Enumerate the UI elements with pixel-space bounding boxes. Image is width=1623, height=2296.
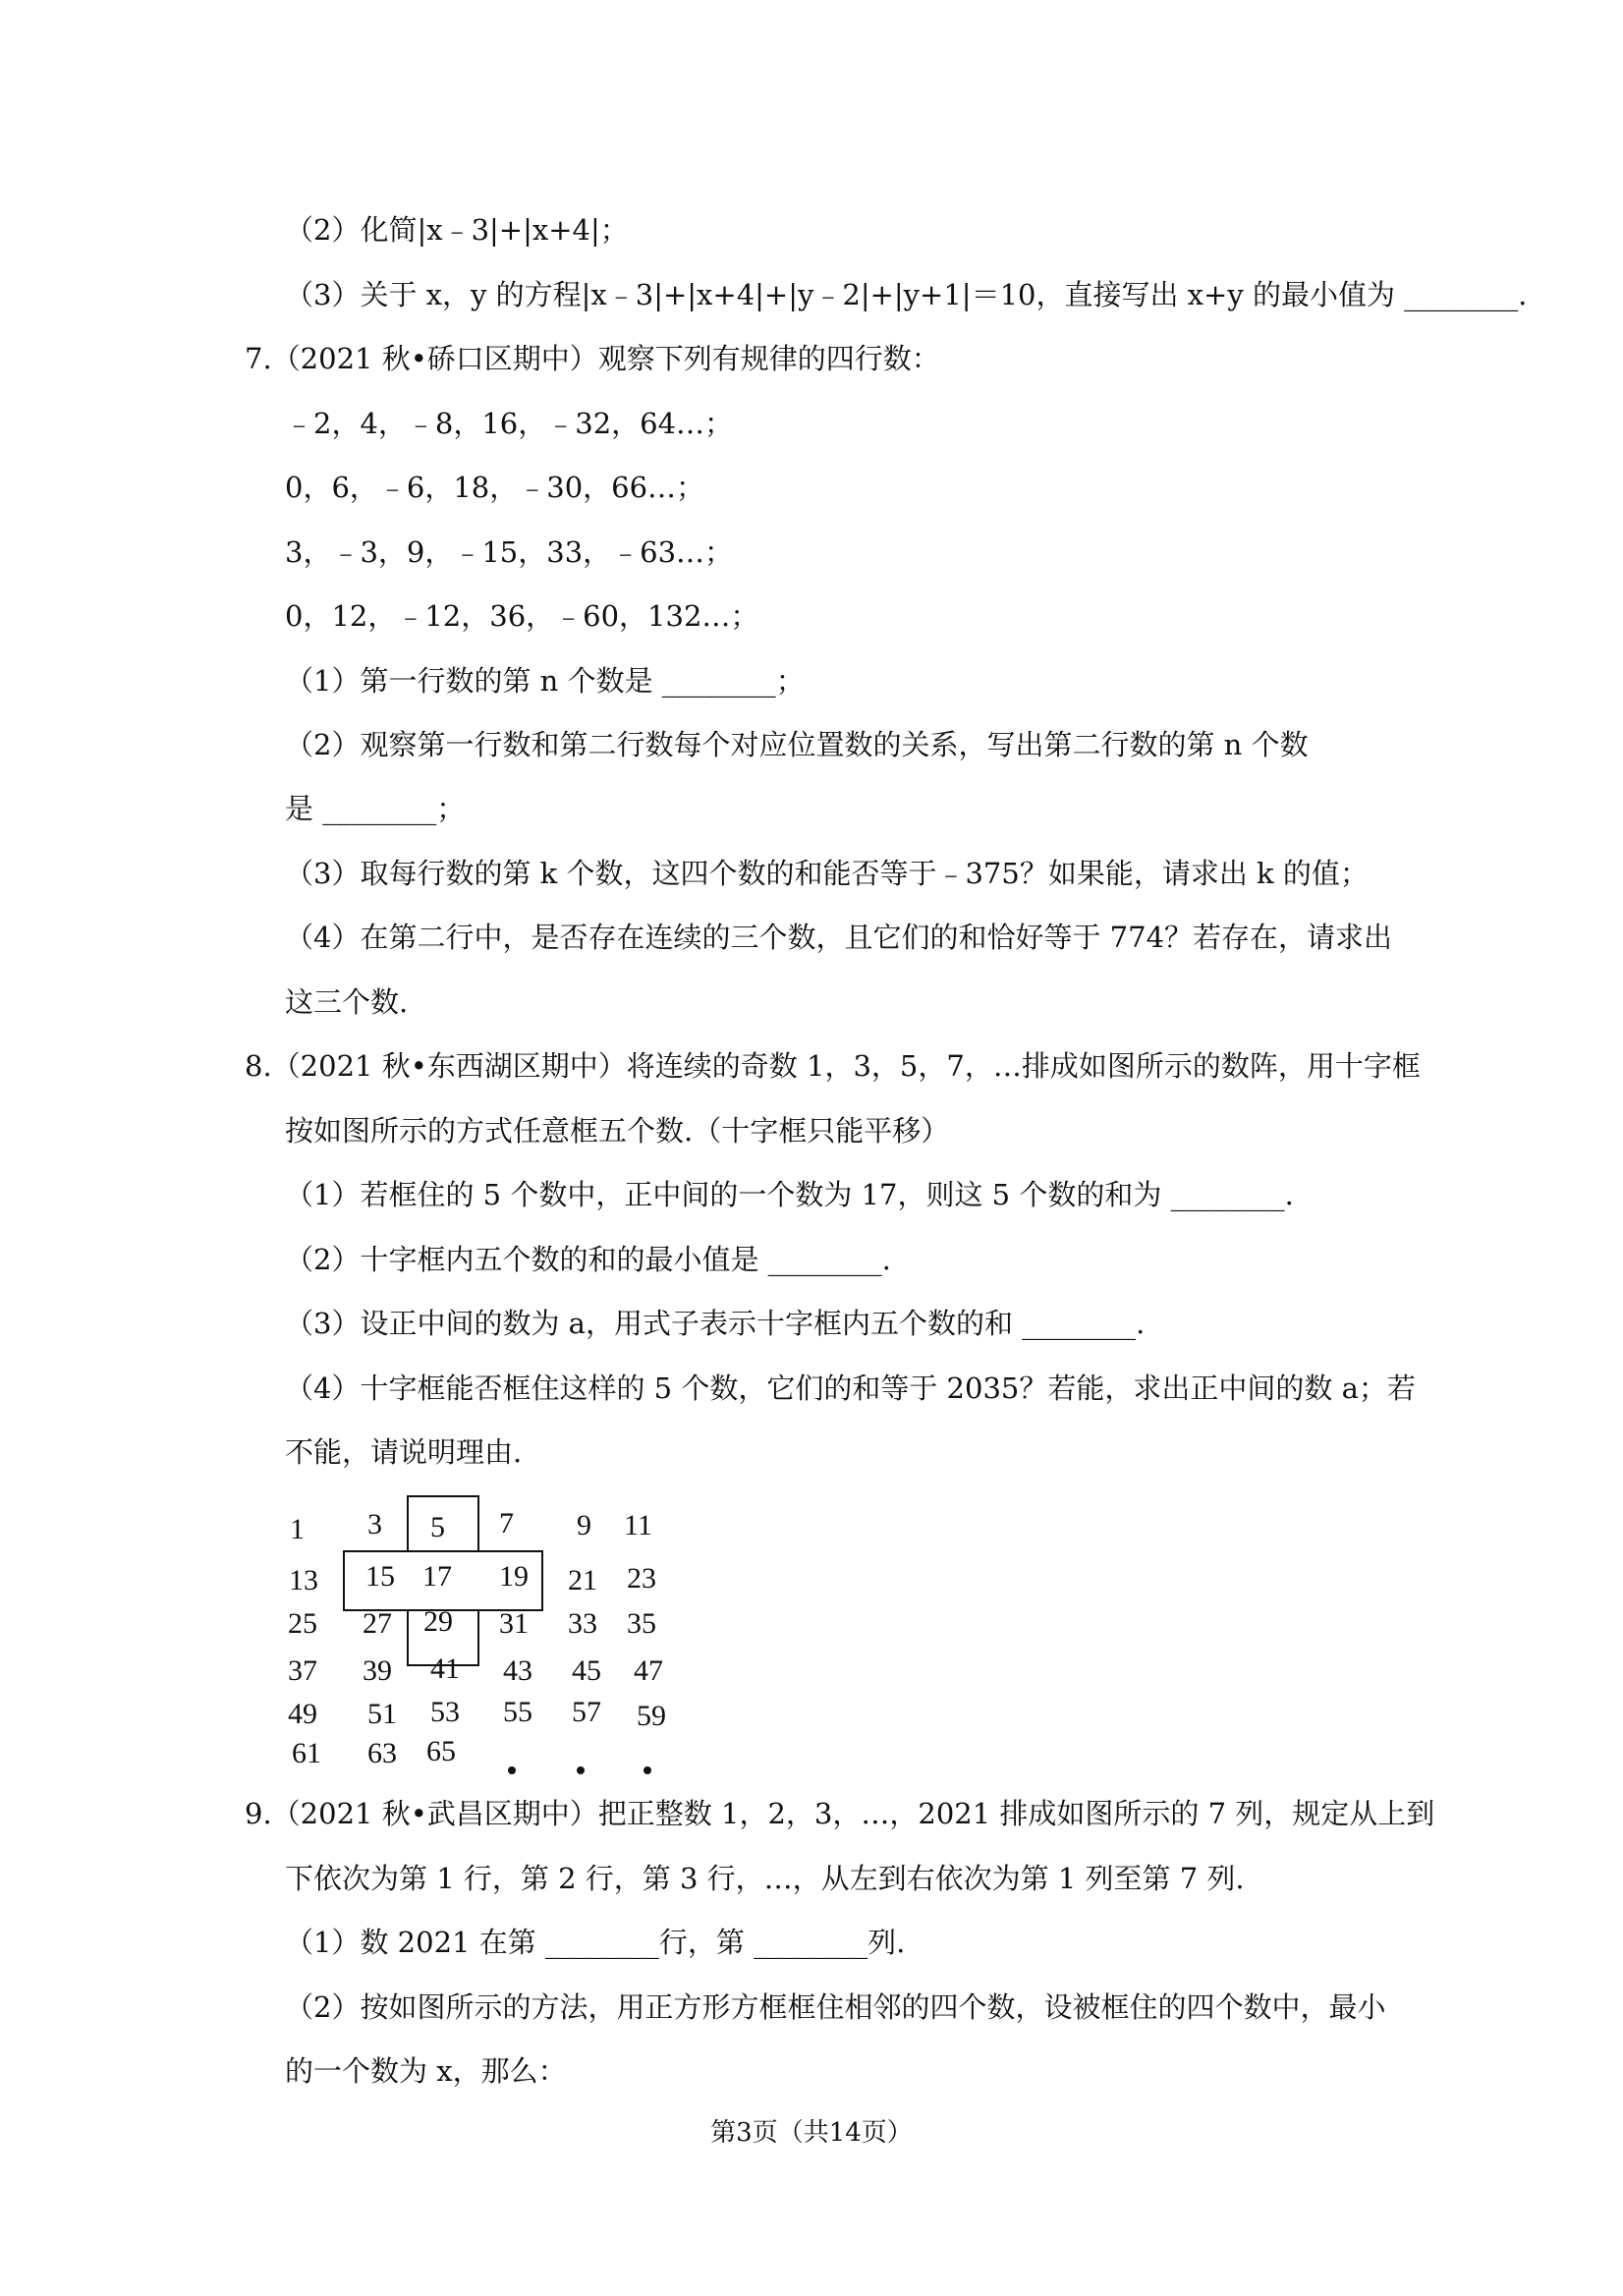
text-line: 下依次为第 1 行，第 2 行，第 3 行，…，从左到右依次为第 1 列至第 7 列.: [285, 1862, 1245, 1895]
array-number: 5: [430, 1511, 445, 1543]
text-line: 是 ________；: [285, 792, 466, 825]
array-number: 25: [288, 1607, 317, 1640]
array-number: 39: [363, 1654, 392, 1687]
text-line: （4）在第二行中，是否存在连续的三个数，且它们的和恰好等于 774？若存在，请求出: [285, 921, 1393, 954]
array-number: 51: [367, 1698, 397, 1730]
text-line: （3）取每行数的第 k 个数，这四个数的和能否等于﹣375？如果能，请求出 k 的值；: [285, 857, 1369, 890]
array-number: 31: [499, 1607, 529, 1640]
array-number: 11: [624, 1509, 652, 1541]
array-number: 55: [503, 1696, 532, 1728]
sequence-row-4: 0，12，﹣12，36，﹣60，132…；: [285, 599, 759, 633]
ellipsis-dot: [508, 1766, 516, 1774]
array-number: 27: [363, 1607, 392, 1640]
array-number: 61: [292, 1737, 321, 1769]
array-number: 23: [627, 1562, 656, 1595]
array-number: 57: [572, 1696, 601, 1728]
text-line: （2）观察第一行数和第二行数每个对应位置数的关系，写出第二行数的第 n 个数: [285, 728, 1309, 761]
array-number: 9: [577, 1509, 591, 1541]
odd-number-array: [285, 1493, 698, 1778]
text-line: 这三个数.: [285, 985, 409, 1019]
array-number: 1: [290, 1513, 305, 1545]
array-number: 13: [289, 1564, 318, 1596]
text-line: （3）设正中间的数为 a，用式子表示十字框内五个数的和 ________.: [285, 1307, 1146, 1340]
array-number: 29: [423, 1605, 453, 1638]
ellipsis-dot: [577, 1766, 585, 1774]
array-number: 47: [634, 1654, 663, 1687]
sequence-row-1: ﹣2，4，﹣8，16，﹣32，64…；: [285, 407, 734, 440]
array-number: 63: [367, 1737, 397, 1769]
question-7-heading: 7.（2021 秋•硚口区期中）观察下列有规律的四行数：: [245, 342, 940, 375]
text-line: （2）化简|x﹣3|+|x+4|；: [285, 213, 629, 247]
array-number: 59: [637, 1700, 666, 1732]
text-line: 的一个数为 x，那么：: [285, 2054, 567, 2088]
array-number: 37: [288, 1654, 317, 1687]
text-line: （2）十字框内五个数的和的最小值是 ________.: [285, 1243, 891, 1276]
array-number: 35: [627, 1607, 656, 1640]
page-footer: 第3页（共14页）: [710, 2118, 913, 2148]
array-number: 17: [422, 1560, 452, 1593]
array-number: 19: [499, 1560, 529, 1593]
array-number: 41: [430, 1652, 460, 1685]
ellipsis-dot: [644, 1766, 651, 1774]
text-line: （1）第一行数的第 n 个数是 ________；: [285, 664, 805, 698]
array-number: 45: [572, 1654, 601, 1687]
text-line: （1）若框住的 5 个数中，正中间的一个数为 17，则这 5 个数的和为 ________.: [285, 1178, 1294, 1211]
text-line: （3）关于 x，y 的方程|x﹣3|+|x+4|+|y﹣2|+|y+1|＝10，直接写出 x+y 的最小值为 ________.: [285, 278, 1528, 311]
array-number: 53: [430, 1696, 460, 1728]
sequence-row-2: 0，6，﹣6，18，﹣30，66…；: [285, 471, 705, 504]
text-line: （4）十字框能否框住这样的 5 个数，它们的和等于 2035？若能，求出正中间的数 a；若: [285, 1372, 1416, 1405]
question-8-heading: 8.（2021 秋•东西湖区期中）将连续的奇数 1，3，5，7，…排成如图所示的数阵，用十字框: [245, 1049, 1421, 1083]
array-number: 65: [426, 1735, 456, 1767]
text-line: （2）按如图所示的方法，用正方形方框框住相邻的四个数，设被框住的四个数中，最小: [285, 1990, 1386, 2024]
text-line: 按如图所示的方式任意框五个数.（十字框只能平移）: [285, 1114, 950, 1148]
array-number: 15: [365, 1560, 395, 1593]
array-number: 7: [499, 1507, 514, 1540]
text-line: （1）数 2021 在第 ________行，第 ________列.: [285, 1926, 906, 1959]
array-number: 33: [568, 1607, 597, 1640]
array-number: 43: [503, 1654, 532, 1687]
array-number: 49: [288, 1698, 317, 1730]
array-number: 3: [367, 1508, 382, 1540]
sequence-row-3: 3，﹣3，9，﹣15，33，﹣63…；: [285, 535, 734, 569]
text-line: 不能，请说明理由.: [285, 1435, 523, 1469]
array-number: 21: [568, 1564, 597, 1596]
question-9-heading: 9.（2021 秋•武昌区期中）把正整数 1，2，3，…，2021 排成如图所示的 7 列，规定从上到: [245, 1797, 1435, 1830]
